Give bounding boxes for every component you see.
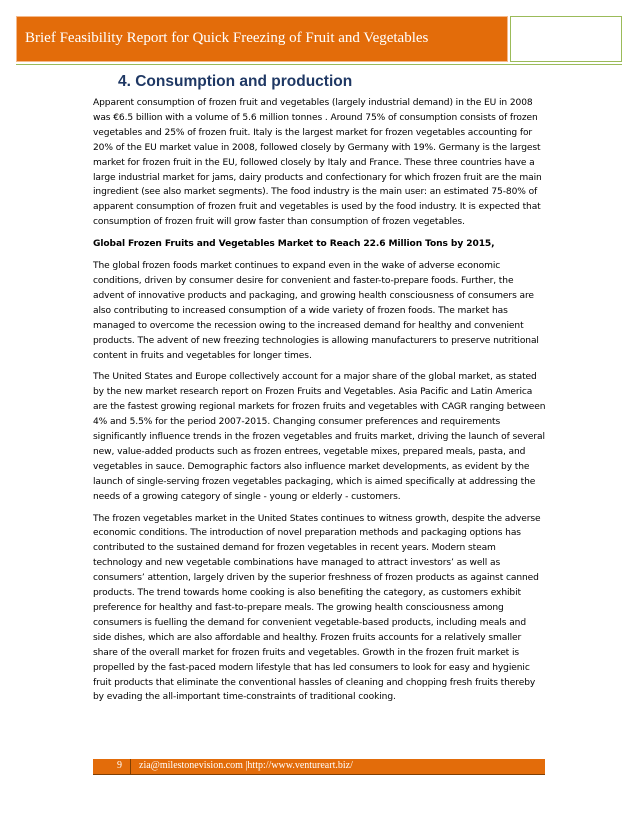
section-heading: 4. Consumption and production [118,73,353,90]
page-number: 9 [117,760,122,771]
paragraph-us-europe: The United States and Europe collectively account for a major share of the global market, as stated by the new market research report on Frozen Fruits and Vegetables. Asia Pacific and Latin America are the fastest growing regional markets for frozen fruits and vegetables with CAGR ranging between 4% and 5.5% for the period 2007-2015. Changing consumer preferences and requirements significantly influence trends in the frozen vegetables and fruits market, driving the launch of several new, value-added products such as frozen entrees, vegetable mixes, prepared meals, pasta, and vegetables in sauce. Demographic factors also influence market developments, as evident by the launch of single-serving frozen vegetables packaging, which is aimed specifically at addressing the needs of a growing category of single - young or elderly - customers. [93,372,546,502]
footer-rule [93,774,545,775]
paragraph-subheading: Global Frozen Fruits and Vegetables Market to Reach 22.6 Million Tons by 2015, [93,239,495,250]
footer-bar [93,759,545,774]
footer-separator [130,759,131,774]
paragraph-consumption: Apparent consumption of frozen fruit and vegetables (largely industrial demand) in the EU in 2008 was €6.5 billion with a volume of 5.6 million tonnes . Around 75% of consumption consists of frozen vegetables and 25% of frozen fruit. Italy is the largest market for frozen vegetables accounting for 20% of the EU market value in 2008, followed closely by Germany with 19%. Germany is the largest market for frozen fruit in the EU, followed closely by Italy and France. These three countries have a large industrial market for jams, dairy products and confectionary for which frozen fruit are the main ingredient (see also market segments). The food industry is the main user: an estimated 75-80% of apparent consumption of frozen fruit and vegetables is used by the food industry. It is expected that consumption of frozen fruit will grow faster than consumption of frozen vegetables. [93,98,542,228]
document-title: Brief Feasibility Report for Quick Freezing of Fruit and Vegetables [25,30,429,46]
paragraph-global-market: The global frozen foods market continues to expand even in the wake of adverse economic conditions, driven by consumer desire for convenient and faster-to-prepare foods. Further, the advent of innovative products and packaging, and growing health consciousness of consumers are also contributing to increased consumption of a wide variety of frozen foods. The market has managed to overcome the recession owing to the increased demand for healthy and convenient products. The advent of new freezing technologies is allowing manufacturers to preserve nutritional content in fruits and vegetables for longer times. [93,261,539,361]
footer-contact: zia@milestonevision.com |http://www.ventureart.biz/ [139,760,353,771]
header-banner [16,16,508,62]
paragraph-us-frozen-vegetables: The frozen vegetables market in the United States continues to witness growth, despite the adverse economic conditions. The introduction of novel preparation methods and packaging options has contributed to the sustained demand for frozen vegetables in recent years. Modern steam technology and new vegetable combinations have managed to attract investors’ as well as consumers’ attention, largely driven by the superior freshness of frozen products as against canned products. The trend towards home cooking is also benefiting the category, as customers exhibit preference for healthy and fast-to-prepare meals. The growing health consciousness among consumers is fuelling the demand for convenient vegetable-based products, including meals and side dishes, which are also affordable and healthy. Frozen fruits accounts for a relatively smaller share of the overall market for frozen fruits and vegetables. Growth in the frozen fruit market is propelled by the fast-paced modern lifestyle that has led consumers to look for easy and hygienic fruit products that eliminate the conventional hassles of cleaning and chopping fresh fruits thereby by evading the all-important time-constraints of traditional cooking. [93,513,541,703]
header-side-box [510,16,622,62]
body-content [93,96,546,712]
footer-page-box [93,759,130,774]
header-divider [16,64,622,65]
